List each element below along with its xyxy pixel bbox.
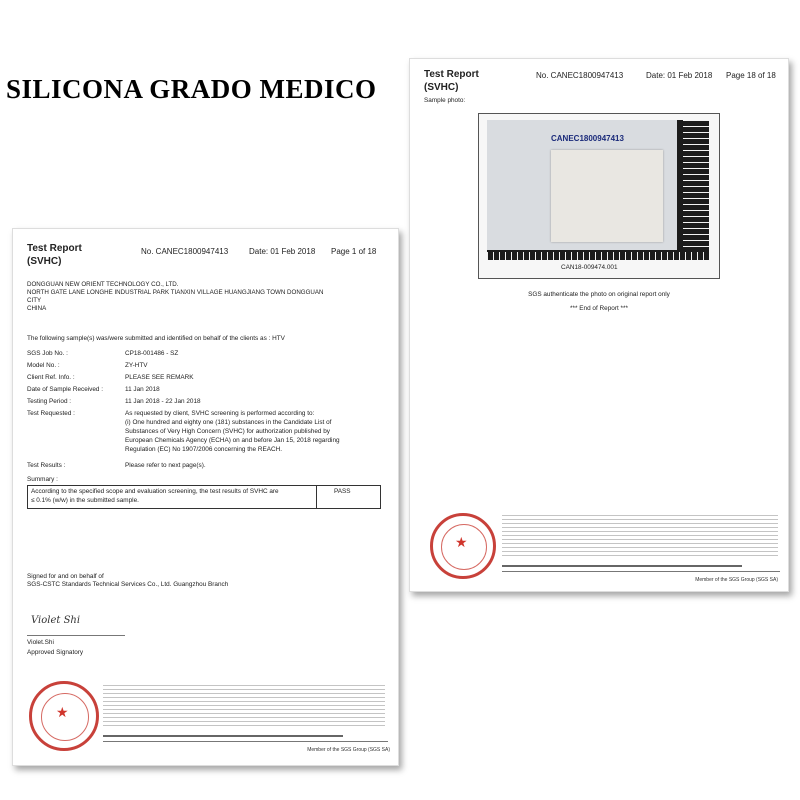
- test-requested-line: Substances of Very High Concern (SVHC) for authorization published by: [125, 428, 330, 435]
- photo-caption: CANEC1800947413: [551, 134, 624, 143]
- signed-on-behalf: Signed for and on behalf of: [27, 573, 104, 580]
- photo-frame: [478, 113, 720, 279]
- summary-divider: [316, 486, 317, 508]
- field-label: SGS Job No. :: [27, 350, 68, 357]
- sample-photo-label: Sample photo:: [424, 97, 466, 104]
- office-address-line: [502, 565, 742, 567]
- field-label: Date of Sample Received :: [27, 386, 104, 393]
- client-name: DONGGUAN NEW ORIENT TECHNOLOGY CO., LTD.: [27, 281, 179, 288]
- report-date: Date: 01 Feb 2018: [646, 71, 713, 80]
- signatory-title: Approved Signatory: [27, 649, 84, 656]
- client-country: CHINA: [27, 305, 47, 312]
- banner-title: SILICONA GRADO MEDICO: [6, 74, 377, 104]
- fine-print: [103, 685, 385, 729]
- report-date: Date: 01 Feb 2018: [249, 247, 316, 256]
- signature: Violet Shi: [31, 615, 81, 626]
- footer-rule: [103, 741, 388, 742]
- client-city: CITY: [27, 297, 42, 304]
- test-report-page-1: [12, 228, 399, 766]
- summary-line: ≤ 0.1% (w/w) in the submitted sample.: [31, 497, 139, 504]
- intro-text: The following sample(s) was/were submitted and identified on behalf of the clients as : HTV: [27, 335, 285, 342]
- test-requested-line: (i) One hundred and eighty one (181) substances in the Candidate List of: [125, 419, 332, 426]
- field-label: Testing Period :: [27, 398, 72, 405]
- photo-id: CAN18-009474.001: [561, 264, 618, 271]
- office-address-line: [103, 735, 343, 737]
- summary-box: [27, 485, 381, 509]
- sample-photo: [487, 120, 709, 260]
- field-value: 11 Jan 2018: [125, 386, 160, 393]
- summary-label: Summary :: [27, 476, 58, 483]
- test-requested-line: As requested by client, SVHC screening is performed according to:: [125, 410, 315, 417]
- field-value: ZY-HTV: [125, 362, 148, 369]
- test-requested-line: Regulation (EC) No 1907/2006 concerning the REACH.: [125, 446, 283, 453]
- report-title: Test Report: [424, 69, 479, 80]
- test-requested-label: Test Requested :: [27, 410, 75, 417]
- signatory-name: Violet.Shi: [27, 639, 54, 646]
- signature-line: [27, 635, 125, 636]
- report-title: Test Report: [27, 243, 82, 254]
- silicone-sample: [551, 150, 663, 242]
- photo-ruler-horizontal: [487, 252, 709, 260]
- photo-ruler-vertical: [683, 120, 709, 260]
- test-report-page-18: [409, 58, 789, 592]
- summary-result: PASS: [334, 488, 351, 495]
- authenticate-note: SGS authenticate the photo on original report only: [528, 291, 670, 298]
- test-requested-line: European Chemicals Agency (ECHA) on and before Jan 15, 2018 regarding: [125, 437, 340, 444]
- test-results-value: Please refer to next page(s).: [125, 462, 206, 469]
- member-of-sgs: Member of the SGS Group (SGS SA): [695, 577, 778, 583]
- test-results-label: Test Results :: [27, 462, 66, 469]
- report-page: Page 1 of 18: [331, 247, 377, 256]
- footer-rule: [502, 571, 780, 572]
- field-value: CP18-001486 - SZ: [125, 350, 179, 357]
- report-subtitle: (SVHC): [424, 82, 459, 93]
- field-value: 11 Jan 2018 - 22 Jan 2018: [125, 398, 201, 405]
- report-number: No. CANEC1800947413: [536, 71, 624, 80]
- end-of-report: *** End of Report ***: [570, 305, 628, 312]
- client-address: NORTH GATE LANE LONGHE INDUSTRIAL PARK TIANXIN VILLAGE HUANGJIANG TOWN DONGGUAN: [27, 289, 324, 296]
- field-label: Model No. :: [27, 362, 60, 369]
- field-value: PLEASE SEE REMARK: [125, 374, 194, 381]
- sgs-seal-icon: ★: [29, 681, 99, 751]
- signing-entity: SGS-CSTC Standards Technical Services Co., Ltd. Guangzhou Branch: [27, 581, 229, 588]
- member-of-sgs: Member of the SGS Group (SGS SA): [307, 747, 390, 753]
- summary-line: According to the specified scope and evaluation screening, the test results of SVHC are: [31, 488, 279, 495]
- fine-print: [502, 515, 778, 559]
- report-page: Page 18 of 18: [726, 71, 776, 80]
- sgs-seal-icon: ★: [430, 513, 496, 579]
- report-subtitle: (SVHC): [27, 256, 62, 267]
- field-label: Client Ref. Info. :: [27, 374, 75, 381]
- report-number: No. CANEC1800947413: [141, 247, 229, 256]
